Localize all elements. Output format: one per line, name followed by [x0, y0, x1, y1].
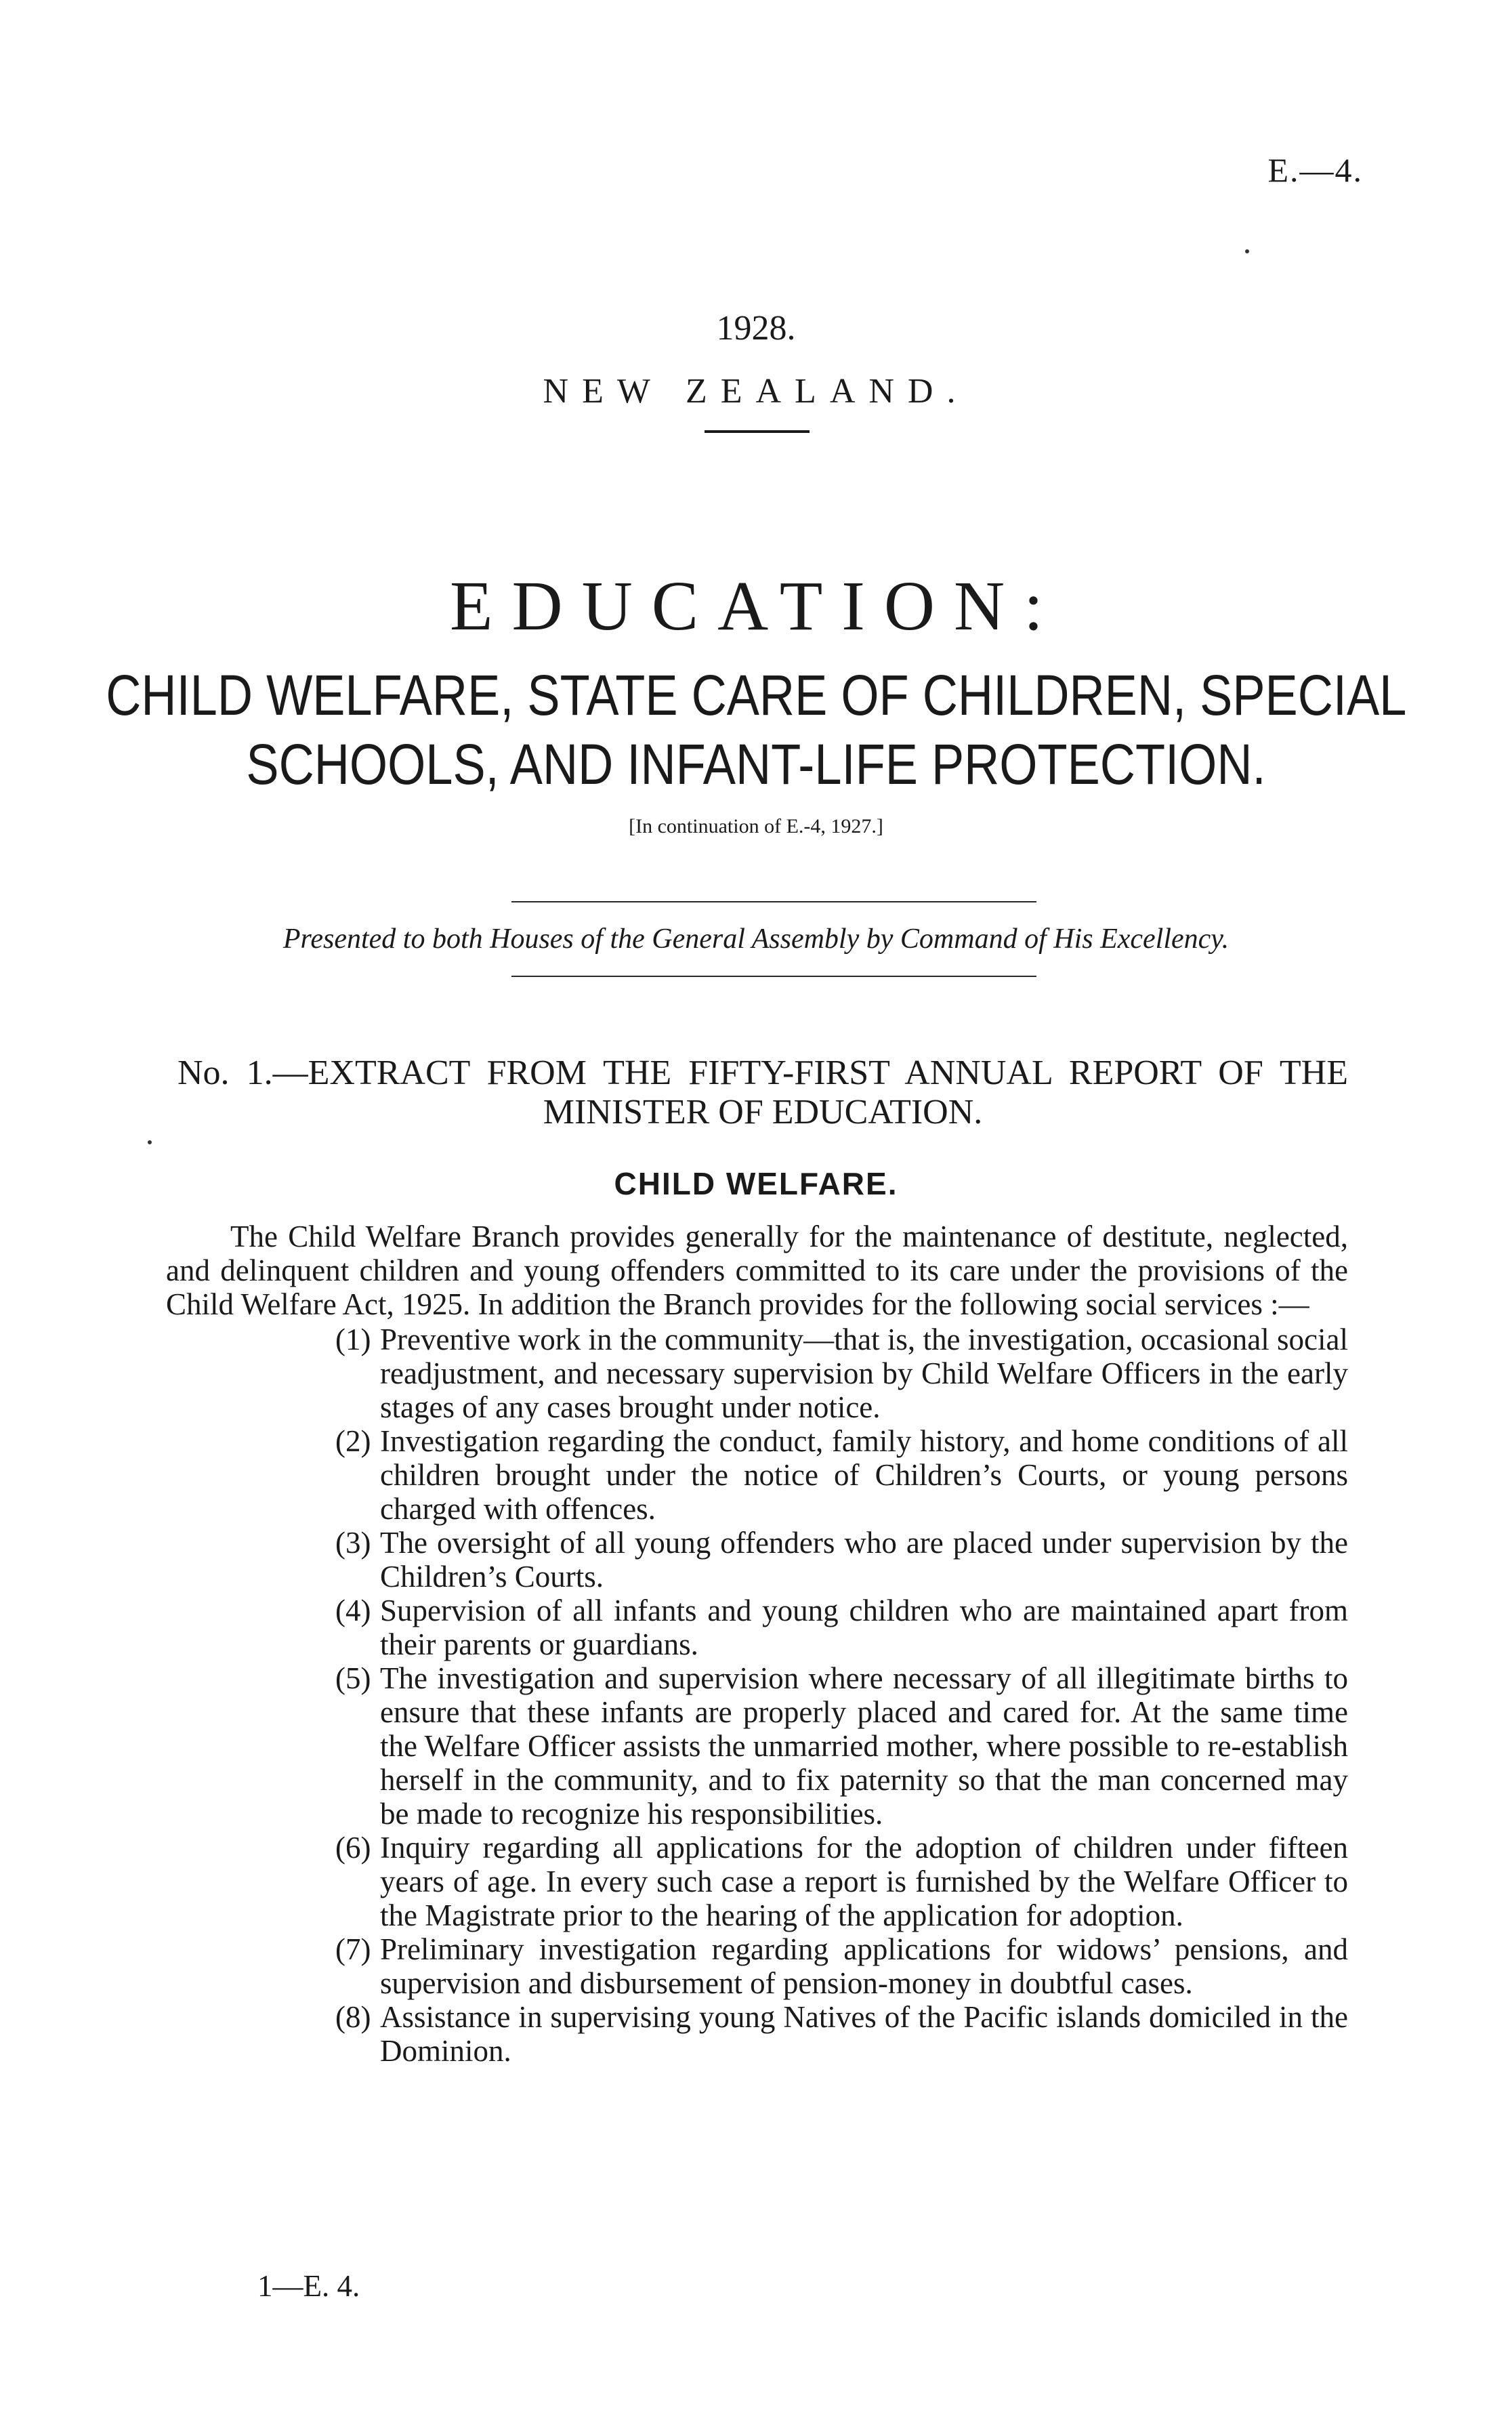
section-heading-line-1: No. 1.—EXTRACT FROM THE FIFTY-FIRST ANNUAL REPORT OF THE: [177, 1054, 1348, 1092]
subsection-heading: CHILD WELFARE.: [614, 1166, 898, 1201]
list-item-number: (7): [335, 1932, 371, 1966]
presented-statement: Presented to both Houses of the General Assembly by Command of His Excellency.: [282, 923, 1230, 955]
main-title: EDUCATION:: [450, 567, 1062, 645]
list-item-text: The investigation and supervision where necessary of all illegitimate births to ensure that these infants are properly placed and cared for. At the same time the Welfare Officer assists the unmarried mother, where possible to re-establish herself in the community, and to fix paternity so that the man concerned may be made to recognize his responsibilities.: [380, 1661, 1348, 1831]
list-item-text: Investigation regarding the conduct, family history, and home conditions of all children brought under the notice of Children’s Courts, or young persons charged with offences.: [380, 1424, 1348, 1526]
list-item-text: The oversight of all young offenders who are placed under supervision by the Children’s Courts.: [380, 1526, 1348, 1594]
list-item: [166, 2000, 1348, 2068]
report-year: 1928.: [716, 309, 796, 348]
subtitle-line-1: CHILD WELFARE, STATE CARE OF CHILDREN, SPECIAL: [106, 663, 1407, 727]
list-item-number: (8): [335, 2000, 371, 2034]
list-item-number: (2): [335, 1424, 371, 1458]
section-heading: [177, 1054, 1348, 1132]
list-item: [166, 1424, 1348, 1526]
list-item: [166, 1323, 1348, 1424]
subtitle-block: [106, 661, 1406, 799]
presented-top-rule: [511, 901, 1036, 902]
report-reference-code: E.—4.: [1267, 151, 1363, 189]
list-item-number: (5): [335, 1661, 371, 1695]
list-item-number: (1): [335, 1323, 371, 1356]
list-item-text: Inquiry regarding all applications for the adoption of children under fifteen years of age. In every such case a report is furnished by the Welfare Officer to the Magistrate prior to the hearing of the application for adoption.: [380, 1831, 1348, 1932]
continuation-note: [In continuation of E.-4, 1927.]: [629, 815, 883, 837]
list-item: [166, 1526, 1348, 1594]
list-item-number: (3): [335, 1526, 371, 1560]
list-item-text: Supervision of all infants and young children who are maintained apart from their parents or guardians.: [380, 1594, 1348, 1661]
list-item: [166, 1831, 1348, 1932]
list-item: [166, 1594, 1348, 1661]
section-heading-line-2: MINISTER OF EDUCATION.: [543, 1093, 983, 1131]
subtitle-line-2: SCHOOLS, AND INFANT-LIFE PROTECTION.: [246, 732, 1266, 796]
country-name: NEW ZEALAND.: [543, 372, 969, 411]
list-item-number: (4): [335, 1594, 371, 1627]
list-item-text: Preliminary investigation regarding applications for widows’ pensions, and supervision and disbursement of pension-money in doubtful cases.: [380, 1932, 1348, 2000]
print-speck: [148, 1140, 152, 1144]
sheet-signature-code: 1—E. 4.: [257, 2269, 360, 2303]
list-item-text: Preventive work in the community—that is, the investigation, occasional social readjustment, and necessary supervision by Child Welfare Officers in the early stages of any cases brought under notice.: [380, 1323, 1348, 1424]
list-item: [166, 1932, 1348, 2000]
list-item-number: (6): [335, 1831, 371, 1865]
body-text: [166, 1220, 1348, 2068]
list-item: [166, 1661, 1348, 1831]
list-item-text: Assistance in supervising young Natives of the Pacific islands domiciled in the Dominion.: [380, 2000, 1348, 2068]
title-divider-rule: [705, 430, 810, 433]
presented-bottom-rule: [511, 976, 1036, 977]
intro-paragraph: The Child Welfare Branch provides generally for the maintenance of destitute, neglected, and delinquent children and young offenders committed to its care under the provisions of the Child Welfare Act, 1925. In addition the Branch provides for the following social services :—: [166, 1220, 1348, 1321]
print-speck: [1245, 249, 1249, 253]
